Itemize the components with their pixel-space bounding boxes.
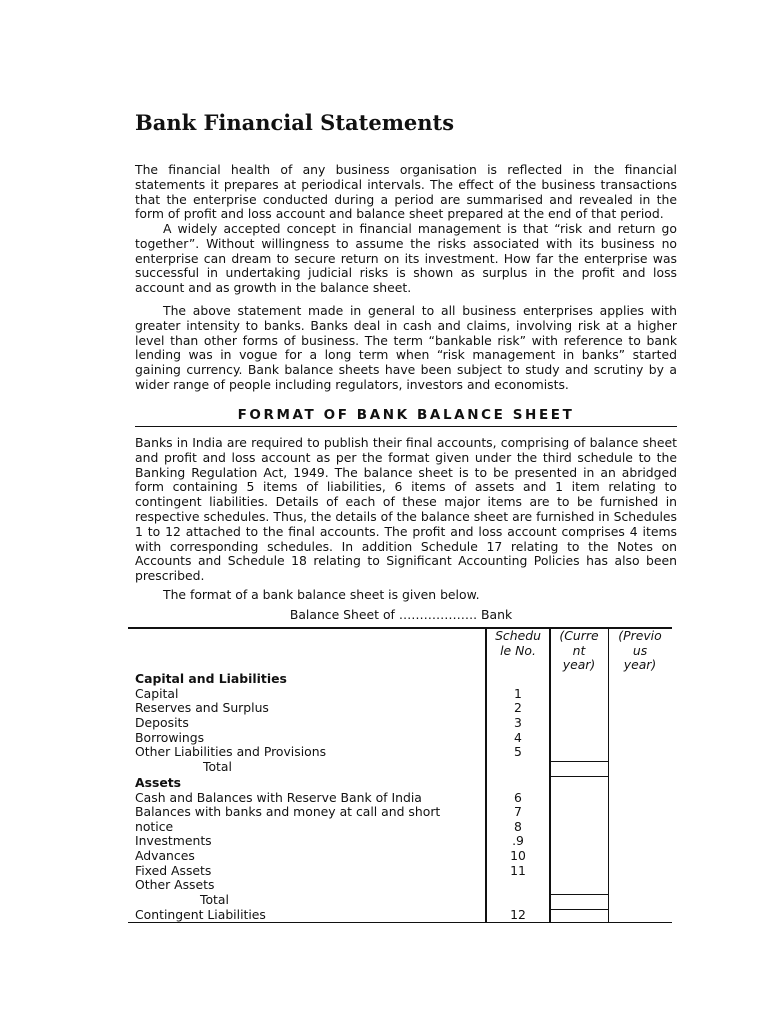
table-row-label: Advances [135,848,195,863]
table-row-label: Reserves and Surplus [135,700,269,715]
table-row-label: Contingent Liabilities [135,907,266,922]
column-header-previous-year [610,629,670,673]
column-header-line: year) [562,657,596,672]
table-row-label: Deposits [135,715,189,730]
table-row-schedule: 5 [514,744,522,759]
table-row-schedule: 7 [514,804,522,819]
column-header-line: nt [572,642,586,658]
paragraph-format-intro: The format of a bank balance sheet is given below. [163,587,480,602]
table-row-total: Total [203,759,232,774]
table-row-label: Borrowings [135,730,205,745]
table-column-divider [608,628,609,922]
column-header-schedule [489,629,547,658]
column-header-line: (Previo [618,628,662,643]
column-header-line: us [632,642,648,658]
table-row-schedule: 8 [514,819,522,834]
table-row-schedule: 4 [514,730,522,745]
table-row-schedule: 1 [514,686,522,701]
table-row-schedule: 6 [514,790,522,805]
paragraph-banks-india: Banks in India are required to publish their final accounts, comprising of balance sheet and profit and loss account as per the format given under the third schedule to the Banking Regulation Act, 1949. The balance sheet is to be presented in an abridged form containing 5 items of liabilities, 6 items of assets and 1 item relating to contingent liabilities. Details of each of these major items are to be furnished in respective schedules. Thus, the details of the balance sheet are furnished in Schedules 1 to 12 attached to the final accounts. The profit and loss account comprises 4 items with corresponding schedules. In addition Schedule 17 relating to the Notes on Accounts and Schedule 18 relating to Significant Accounting Policies has also been prescribed. [135,435,677,584]
column-header-current-year [552,629,606,673]
table-row-total: Total [200,892,229,907]
table-row-schedule: 10 [510,848,526,863]
page-title: Bank Financial Statements [135,110,455,135]
table-row-label: notice [135,819,174,834]
column-header-line: year) [623,657,657,672]
table-column-divider [485,628,487,922]
section-heading: FORMAT OF BANK BALANCE SHEET [237,407,575,423]
table-row-label: Cash and Balances with Reserve Bank of India [135,790,422,805]
table-row-schedule: 2 [514,700,522,715]
table-row-label: Other Liabilities and Provisions [135,744,327,759]
column-header-line: (Curre [559,628,599,643]
paragraph-financial-health: The financial health of any business organisation is reflected in the financial statements it prepares at periodical intervals. The effect of the business transactions that the enterprise conducted during a period are summarised and revealed in the form of profit and loss account and balance sheet prepared at the end of that period. [135,162,677,222]
paragraph-risk-return: A widely accepted concept in financial management is that “risk and return go together”. Without willingness to assume the risks associated with its business no enterprise can dream to secure return on its investment. How far the enterprise was successful in undertaking judicial risks is shown as surplus in the profit and loss account and as growth in the balance sheet. [135,221,677,296]
liabilities-total-box [549,761,608,777]
table-row-schedule: .9 [512,833,524,848]
column-header-line: le No. [500,642,536,658]
table-row-schedule: 12 [510,907,526,922]
paragraph-banks-risk: The above statement made in general to all business enterprises applies with greater intensity to banks. Banks deal in cash and claims, involving risk at a higher level than other forms of business. The term “bankable risk” with reference to bank lending was in vogue for a long term when “risk management in banks” started gaining currency. Bank balance sheets have been subject to study and scrutiny by a wider range of people including regulators, investors and economists. [135,303,677,392]
table-row-label: Capital and Liabilities [135,671,287,686]
column-header-line: Schedu [495,628,541,643]
table-row-label: Investments [135,833,212,848]
table-row-label: Other Assets [135,877,215,892]
table-row-label: Fixed Assets [135,863,212,878]
table-row-label: Assets [135,775,182,790]
table-row-schedule: 3 [514,715,522,730]
heading-divider [135,426,677,427]
balance-sheet-caption: Balance Sheet of ………………. Bank [289,607,513,622]
table-row-schedule: 11 [510,863,526,878]
assets-total-box [549,894,608,910]
table-row-label: Capital [135,686,179,701]
table-row-label: Balances with banks and money at call and short [135,804,441,819]
